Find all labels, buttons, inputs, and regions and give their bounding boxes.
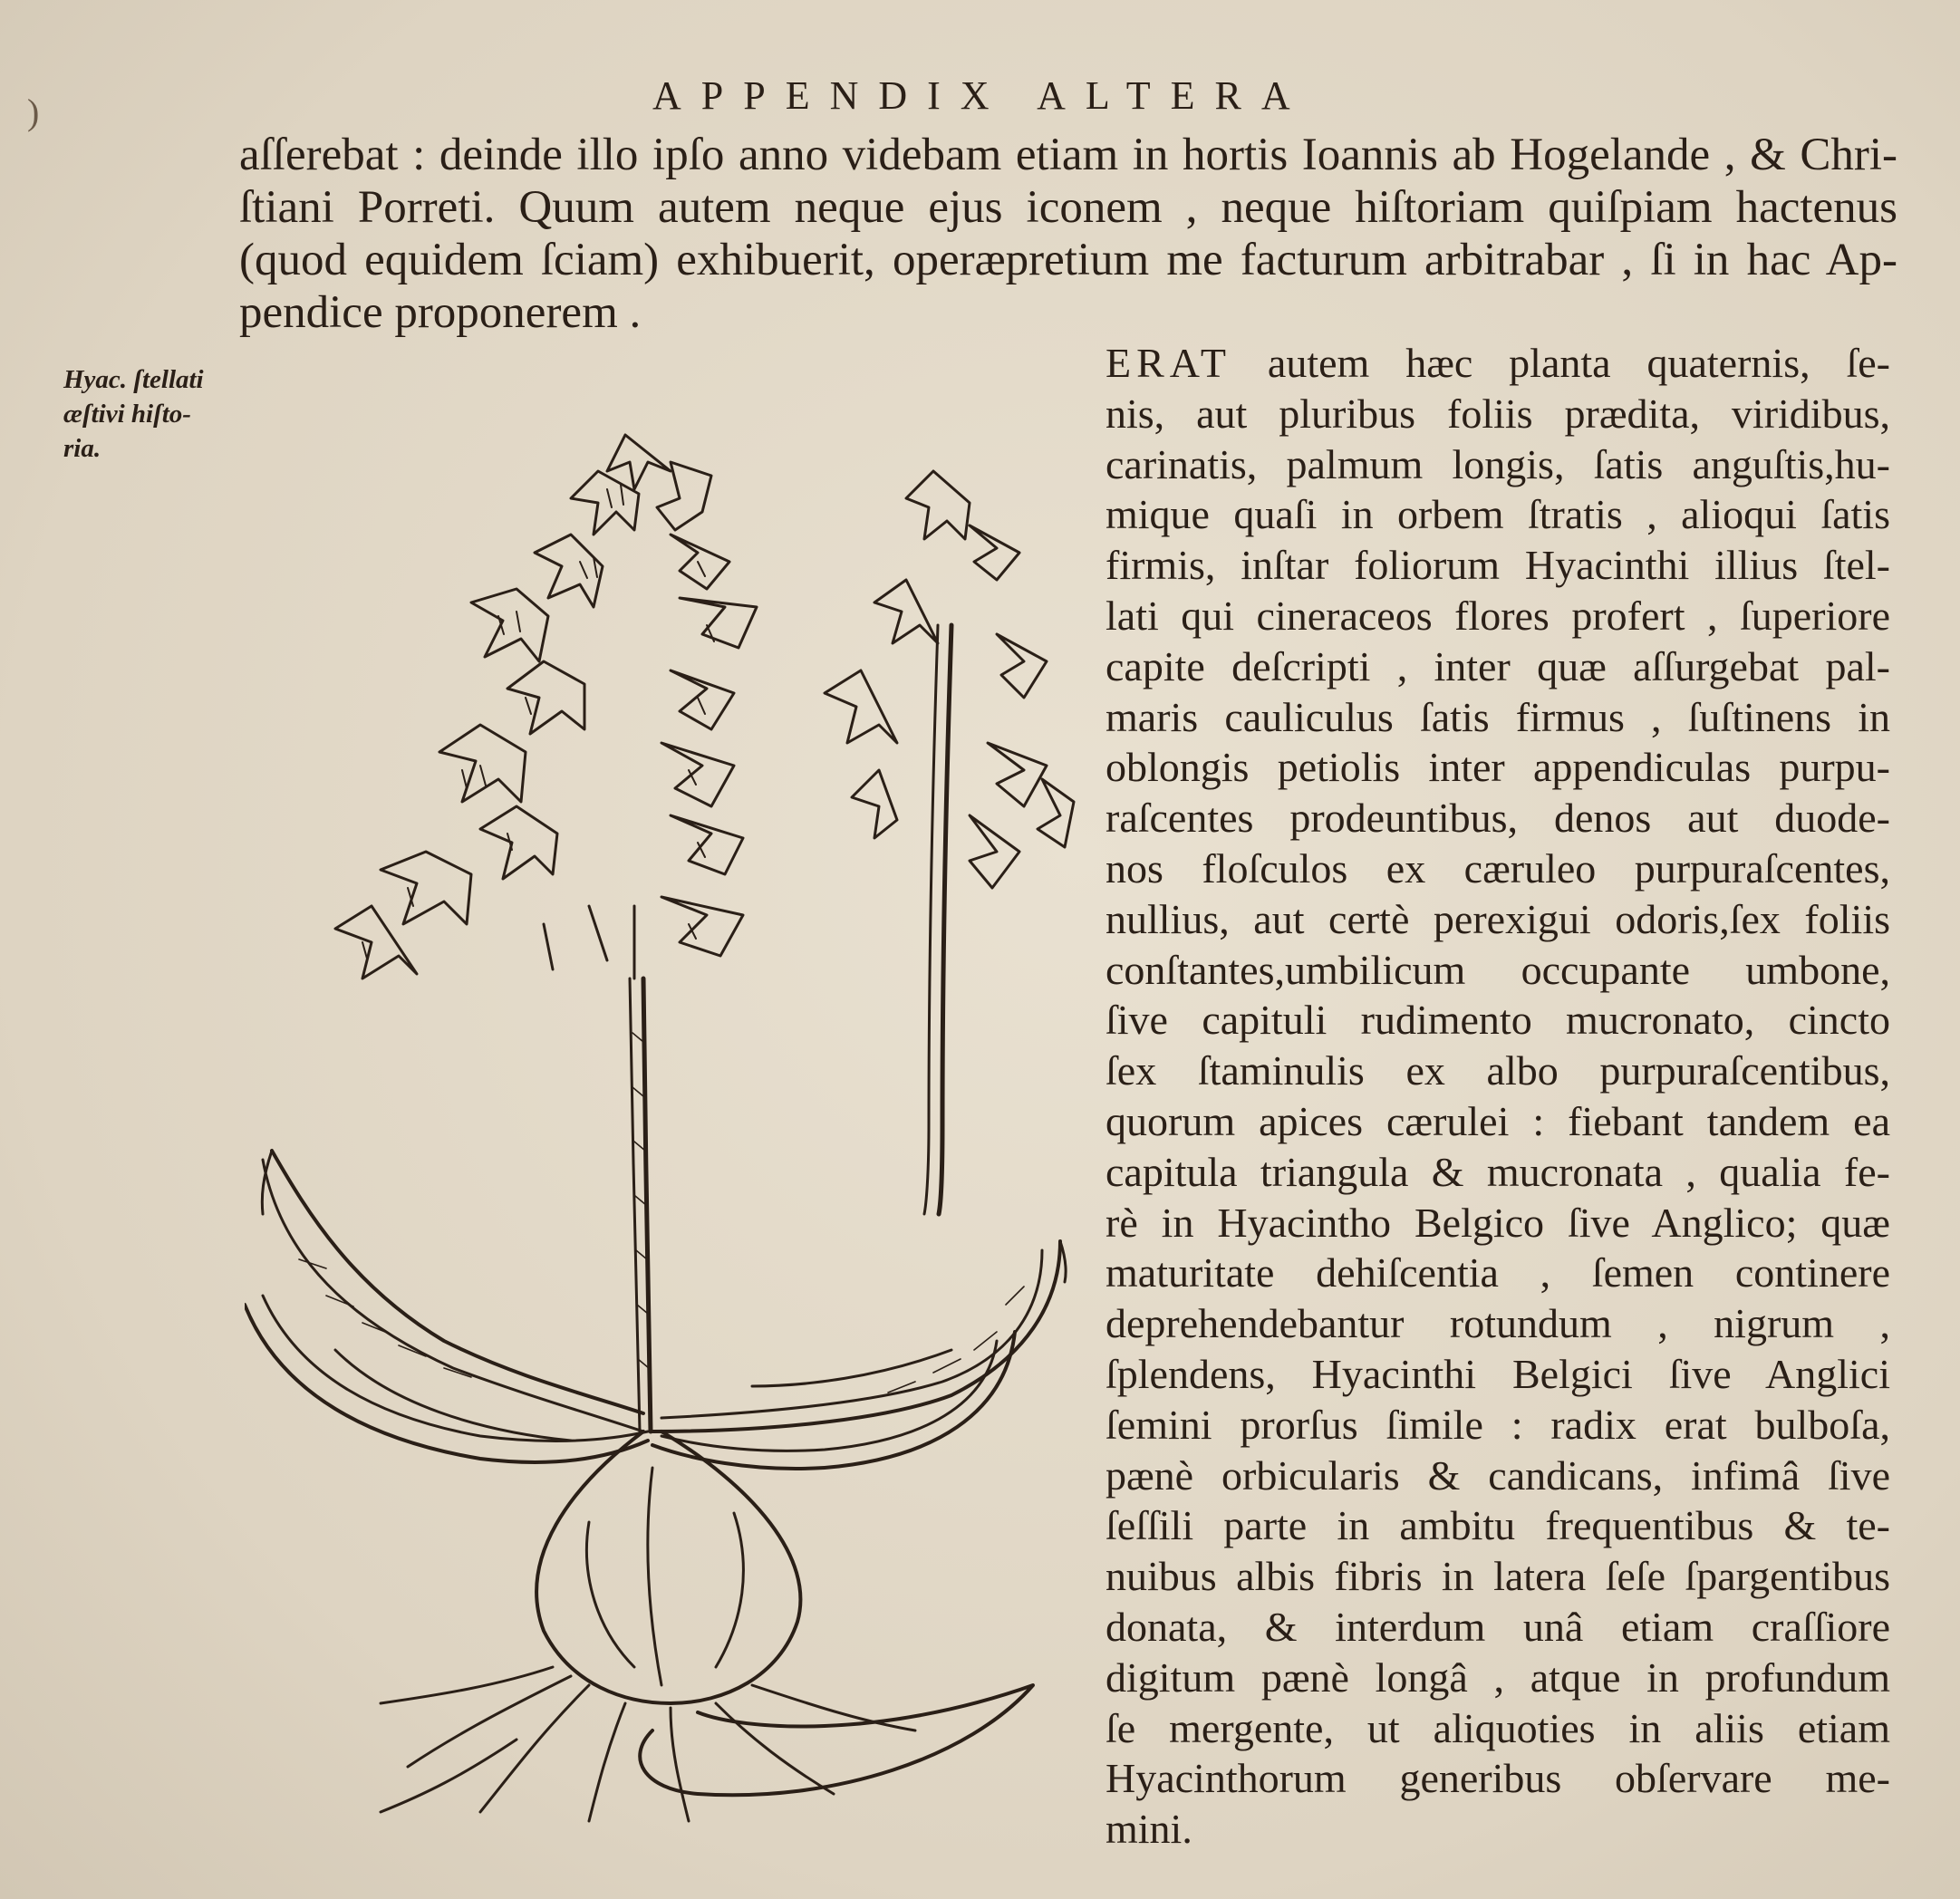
text-line: nos floſculos ex cæruleo purpuraſcentes, [1106, 844, 1890, 892]
first-line-rest: autem hæc planta quaternis, ſe- [1267, 340, 1890, 386]
text-line: rè in Hyacintho Belgico ſive Anglico; quæ [1106, 1199, 1890, 1246]
running-head: APPENDIX ALTERA [652, 73, 1310, 118]
text-line: capitula triangula & mucronata , qualia fe- [1106, 1148, 1890, 1195]
text-line: donata, & interdum unâ etiam craſſiore [1106, 1603, 1890, 1650]
text-line: digitum pænè longâ , atque in profundum [1106, 1653, 1890, 1701]
text-line: maturitate dehiſcentia , ſemen continere [1106, 1249, 1890, 1297]
text-line: carinatis, palmum longis, ſatis anguſtis,hu- [1106, 440, 1890, 487]
opening-word: ERAT [1106, 340, 1231, 386]
text-line: firmis, inſtar foliorum Hyacinthi illius ſtel- [1106, 542, 1890, 589]
text-line: oblongis petiolis inter appendiculas purpu- [1106, 744, 1890, 791]
marginal-line: ria. [63, 434, 101, 463]
text-line: conſtantes,umbilicum occupante umbone, [1106, 946, 1890, 993]
text-line: pendice proponerem . [239, 287, 642, 338]
text-line: Hyacinthorum generibus obſervare me- [1106, 1755, 1890, 1802]
text-line: mique quaſi in orbem ſtratis , alioqui ſatis [1106, 491, 1890, 538]
text-line [1106, 338, 1890, 389]
text-line: nuibus albis fibris in latera ſeſe ſpargentibus [1106, 1553, 1890, 1600]
text-line: ſeſſili parte in ambitu frequentibus & te- [1106, 1502, 1890, 1549]
text-line: ſplendens, Hyacinthi Belgici ſive Anglici [1106, 1350, 1890, 1397]
text-line: ſemini prorſus ſimile : radix erat bulboſa, [1106, 1401, 1890, 1448]
right-paragraph [1106, 338, 1890, 1855]
page-number: ) [27, 92, 40, 132]
text-line: ſe mergente, ut aliquoties in aliis etiam [1106, 1704, 1890, 1751]
text-line: nis, aut pluribus foliis prædita, viridibus, [1106, 390, 1890, 437]
marginal-note [63, 362, 245, 466]
text-line: raſcentes prodeuntibus, denos aut duode- [1106, 795, 1890, 842]
text-line: nullius, aut certè perexigui odoris,ſex foliis [1106, 895, 1890, 942]
text-line: ſtiani Porreti. Quum autem neque ejus iconem , neque hiſtoriam quiſpiam hactenus [239, 182, 1897, 233]
marginal-line: æſtivi hiſto- [63, 400, 191, 429]
marginal-line: Hyac. ſtellati [63, 365, 204, 394]
top-paragraph [239, 129, 1897, 339]
text-line: capite deſcripti , inter quæ aſſurgebat pal- [1106, 642, 1890, 689]
text-line: quorum apices cærulei : fiebant tandem ea [1106, 1097, 1890, 1144]
text-line: deprehendebantur rotundum , nigrum , [1106, 1300, 1890, 1347]
text-line: ſex ſtaminulis ex albo purpuraſcentibus, [1106, 1047, 1890, 1094]
text-line: ſive capituli rudimento mucronato, cincto [1106, 997, 1890, 1044]
text-line: maris cauliculus ſatis firmus , ſuſtinens in [1106, 693, 1890, 740]
hyacinth-woodcut-illustration [245, 399, 1087, 1830]
text-line: (quod equidem ſciam) exhibuerit, operæpretium me facturum arbitrabar , ſi in hac Ap- [239, 235, 1897, 285]
text-line: lati qui cineraceos flores profert , ſuperiore [1106, 592, 1890, 639]
text-line: pænè orbicularis & candicans, infimâ ſive [1106, 1451, 1890, 1499]
text-line: mini. [1106, 1806, 1192, 1853]
text-line: aſſerebat : deinde illo ipſo anno videbam etiam in hortis Ioannis ab Hogelande , & Chri- [239, 130, 1897, 180]
